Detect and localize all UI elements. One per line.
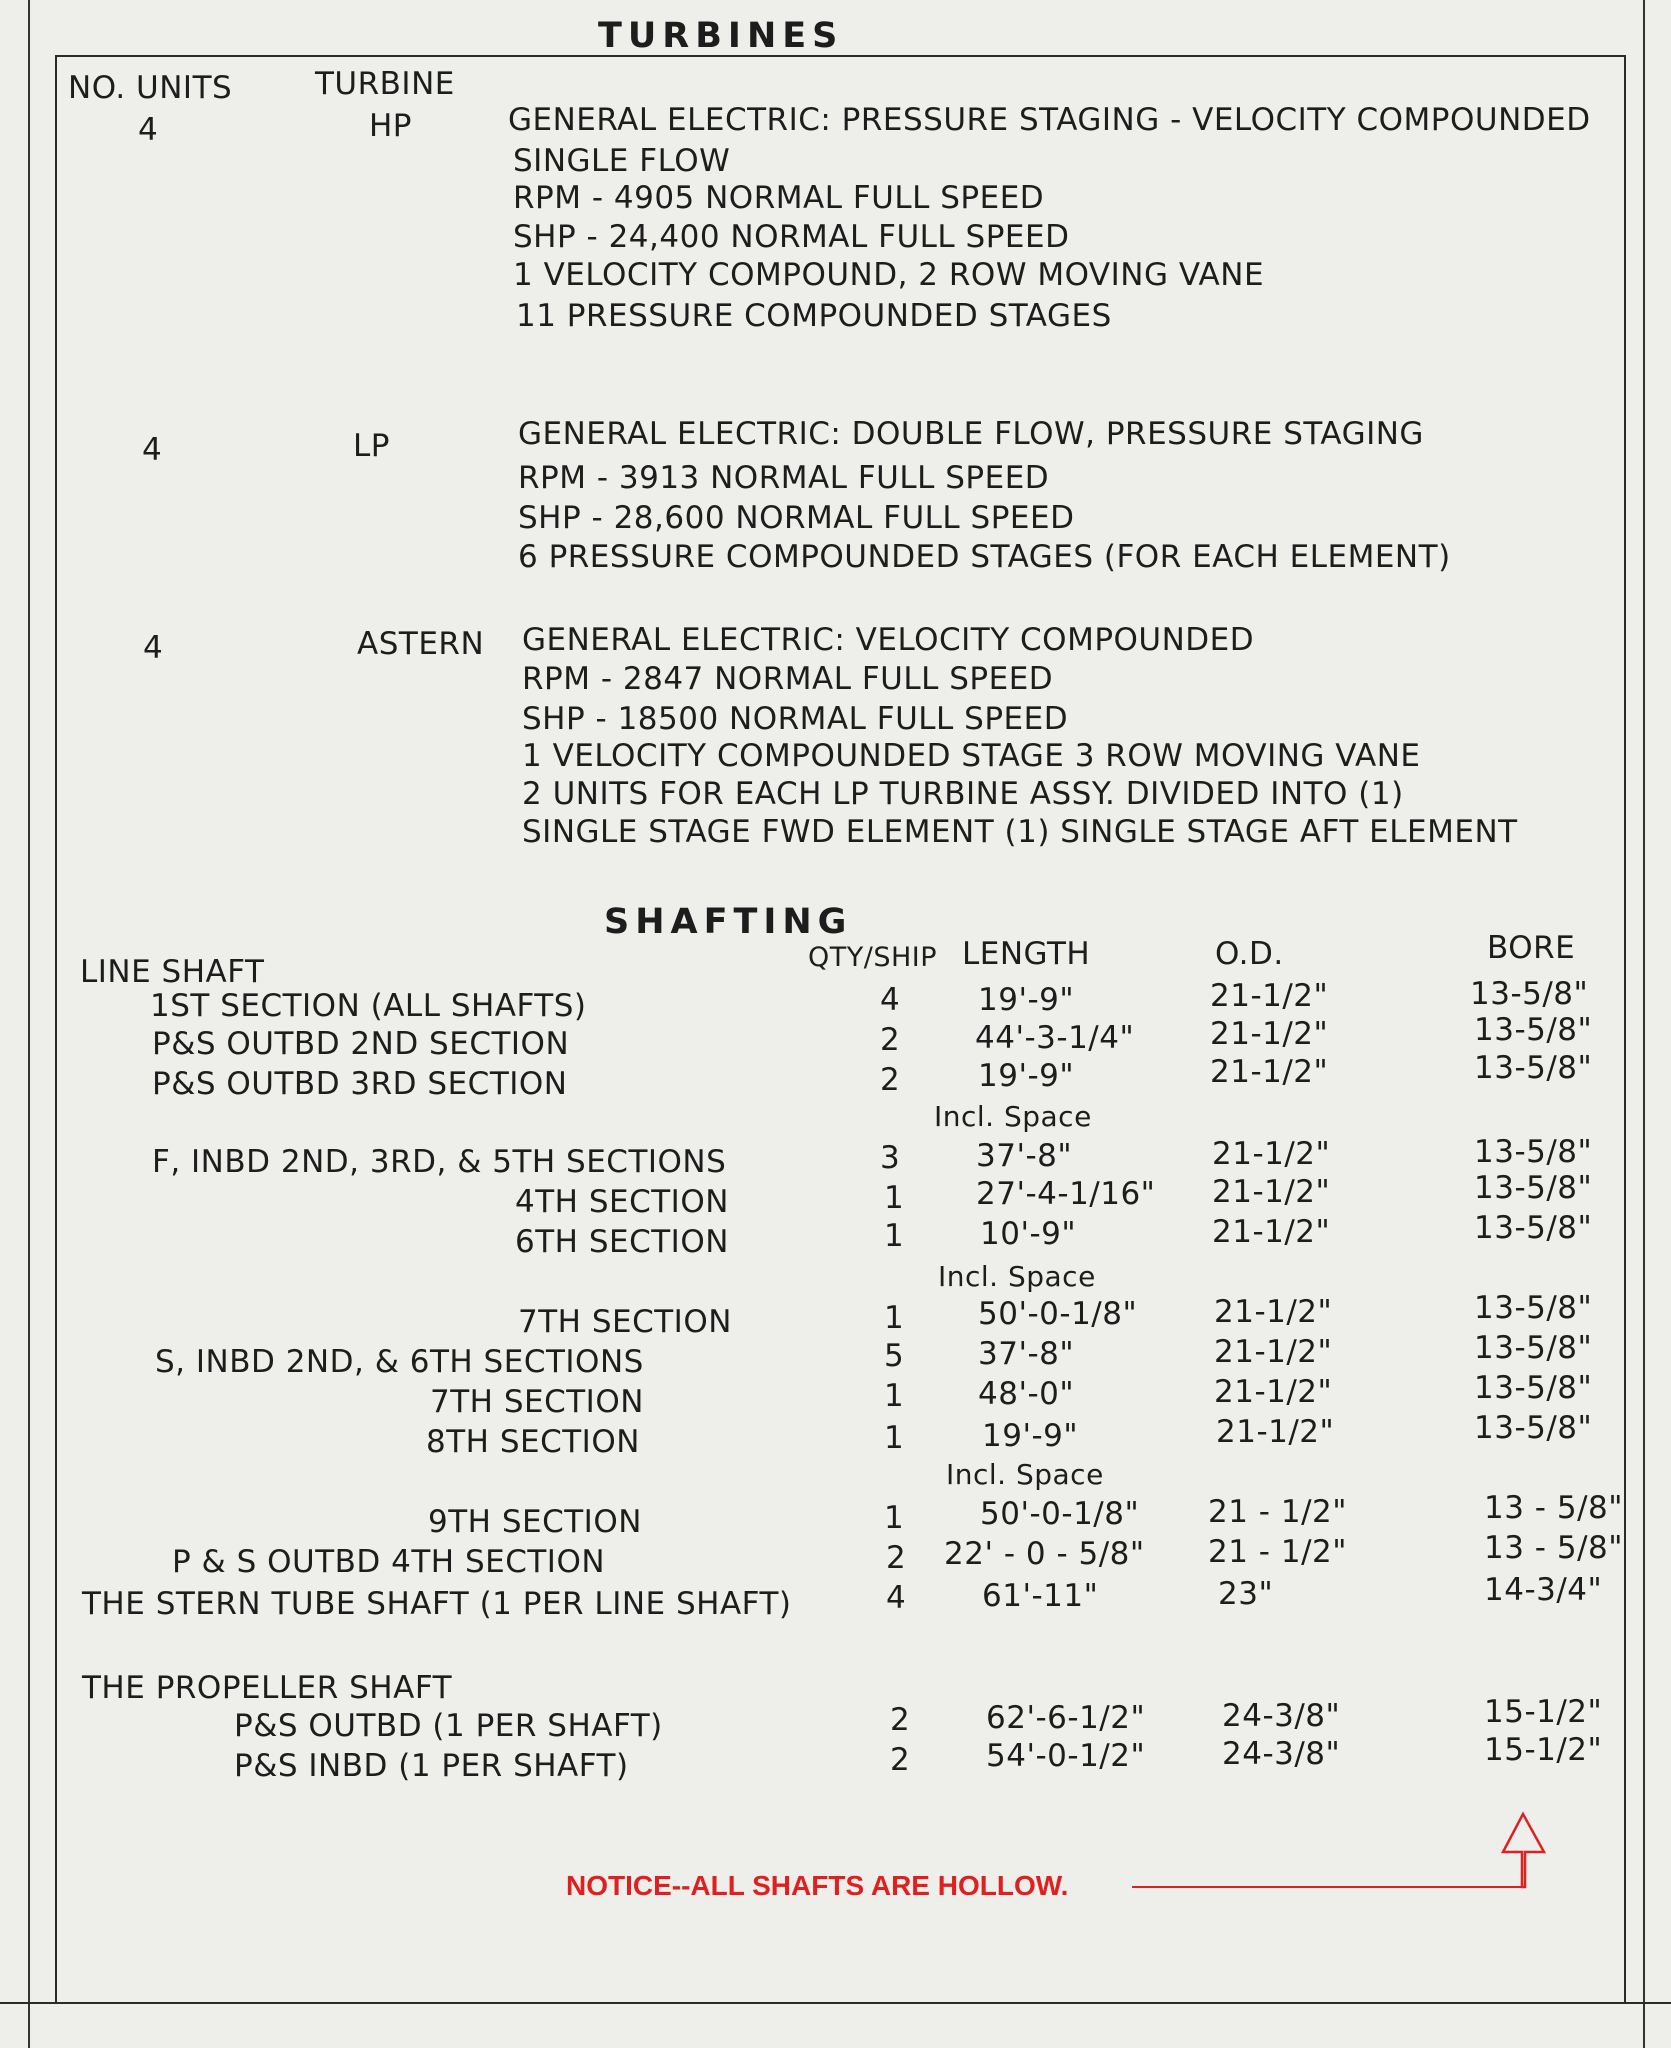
row-od: 21-1/2" bbox=[1210, 1016, 1329, 1052]
row-bore: 13-5/8" bbox=[1474, 1170, 1593, 1206]
hp-line-6: 11 PRESSURE COMPOUNDED STAGES bbox=[516, 298, 1112, 334]
hp-line-1: GENERAL ELECTRIC: PRESSURE STAGING - VELOCITY COMPOUNDED bbox=[508, 102, 1591, 138]
hp-type: HP bbox=[369, 108, 413, 144]
row-od: 21-1/2" bbox=[1214, 1334, 1333, 1370]
row-bore: 13-5/8" bbox=[1474, 1210, 1593, 1246]
astern-units: 4 bbox=[143, 630, 164, 666]
row-length: 62'-6-1/2" bbox=[986, 1700, 1146, 1736]
row-qty: 4 bbox=[880, 982, 901, 1018]
row-label: 9TH SECTION bbox=[428, 1504, 642, 1540]
col-qty-header: QTY/SHIP bbox=[808, 942, 938, 973]
row-label: 7TH SECTION bbox=[430, 1384, 644, 1420]
row-od: 24-3/8" bbox=[1222, 1698, 1341, 1734]
astern-line-4: 1 VELOCITY COMPOUNDED STAGE 3 ROW MOVING VANE bbox=[522, 738, 1421, 774]
row-label: 7TH SECTION bbox=[518, 1304, 732, 1340]
row-label: P&S OUTBD 2ND SECTION bbox=[152, 1026, 570, 1062]
row-qty: 1 bbox=[884, 1420, 905, 1456]
shafting-title: SHAFTING bbox=[604, 902, 853, 942]
page-border-right bbox=[1643, 0, 1645, 2048]
notice-arrow-icon bbox=[1130, 1800, 1590, 1900]
row-length: 61'-11" bbox=[982, 1578, 1099, 1614]
row-length: 19'-9" bbox=[978, 1058, 1075, 1094]
row-qty: 5 bbox=[884, 1338, 905, 1374]
row-od: 21 - 1/2" bbox=[1208, 1534, 1347, 1570]
row-qty: 2 bbox=[886, 1540, 907, 1576]
astern-line-1: GENERAL ELECTRIC: VELOCITY COMPOUNDED bbox=[522, 622, 1255, 658]
row-od: 23" bbox=[1218, 1576, 1274, 1612]
astern-line-6: SINGLE STAGE FWD ELEMENT (1) SINGLE STAGE AFT ELEMENT bbox=[522, 814, 1518, 850]
incl-space-note: Incl. Space bbox=[938, 1260, 1096, 1293]
astern-line-2: RPM - 2847 NORMAL FULL SPEED bbox=[522, 661, 1054, 697]
hp-line-5: 1 VELOCITY COMPOUND, 2 ROW MOVING VANE bbox=[513, 257, 1265, 293]
row-bore: 13-5/8" bbox=[1474, 1370, 1593, 1406]
row-qty: 2 bbox=[890, 1702, 911, 1738]
row-label: 4TH SECTION bbox=[515, 1184, 729, 1220]
turbines-title: TURBINES bbox=[598, 16, 844, 56]
hp-line-3: RPM - 4905 NORMAL FULL SPEED bbox=[513, 180, 1045, 216]
row-length: 50'-0-1/8" bbox=[980, 1496, 1140, 1532]
row-qty: 1 bbox=[884, 1378, 905, 1414]
row-length: 37'-8" bbox=[976, 1138, 1073, 1174]
col-bore-header: BORE bbox=[1487, 930, 1576, 966]
row-qty: 1 bbox=[884, 1500, 905, 1536]
page-border-left bbox=[28, 0, 30, 2048]
row-length: 19'-9" bbox=[978, 982, 1075, 1018]
lp-line-4: 6 PRESSURE COMPOUNDED STAGES (FOR EACH ELEMENT) bbox=[518, 539, 1451, 575]
row-bore: 15-1/2" bbox=[1484, 1694, 1603, 1730]
frame-bottom-rule bbox=[0, 2002, 1671, 2004]
row-qty: 4 bbox=[886, 1580, 907, 1616]
row-bore: 13-5/8" bbox=[1470, 976, 1589, 1012]
row-bore: 14-3/4" bbox=[1484, 1572, 1603, 1608]
hp-units: 4 bbox=[138, 112, 159, 148]
row-qty: 1 bbox=[884, 1300, 905, 1336]
lp-line-1: GENERAL ELECTRIC: DOUBLE FLOW, PRESSURE STAGING bbox=[518, 416, 1424, 452]
row-label: THE STERN TUBE SHAFT (1 PER LINE SHAFT) bbox=[82, 1586, 792, 1622]
row-length: 19'-9" bbox=[982, 1418, 1079, 1454]
incl-space-note: Incl. Space bbox=[946, 1458, 1104, 1491]
row-bore: 13 - 5/8" bbox=[1484, 1530, 1623, 1566]
col-length-header: LENGTH bbox=[962, 936, 1091, 972]
row-bore: 13-5/8" bbox=[1474, 1012, 1593, 1048]
row-od: 24-3/8" bbox=[1222, 1736, 1341, 1772]
row-bore: 13-5/8" bbox=[1474, 1134, 1593, 1170]
row-label: P&S OUTBD (1 PER SHAFT) bbox=[234, 1708, 663, 1744]
astern-line-5: 2 UNITS FOR EACH LP TURBINE ASSY. DIVIDED INTO (1) bbox=[522, 776, 1404, 812]
row-length: 37'-8" bbox=[978, 1336, 1075, 1372]
row-qty: 3 bbox=[880, 1140, 901, 1176]
astern-line-3: SHP - 18500 NORMAL FULL SPEED bbox=[522, 701, 1069, 737]
row-od: 21-1/2" bbox=[1216, 1414, 1335, 1450]
row-label: P&S OUTBD 3RD SECTION bbox=[152, 1066, 568, 1102]
row-length: 54'-0-1/2" bbox=[986, 1738, 1146, 1774]
row-od: 21-1/2" bbox=[1214, 1294, 1333, 1330]
row-length: 22' - 0 - 5/8" bbox=[944, 1536, 1145, 1572]
hollow-shaft-notice: NOTICE--ALL SHAFTS ARE HOLLOW. bbox=[566, 1870, 1069, 1901]
row-qty: 2 bbox=[880, 1062, 901, 1098]
line-shaft-group: LINE SHAFT bbox=[80, 954, 265, 990]
row-qty: 2 bbox=[890, 1742, 911, 1778]
row-label: S, INBD 2ND, & 6TH SECTIONS bbox=[155, 1344, 644, 1380]
row-od: 21-1/2" bbox=[1212, 1214, 1331, 1250]
lp-units: 4 bbox=[142, 432, 163, 468]
row-od: 21-1/2" bbox=[1212, 1136, 1331, 1172]
lp-line-2: RPM - 3913 NORMAL FULL SPEED bbox=[518, 460, 1050, 496]
row-od: 21-1/2" bbox=[1210, 978, 1329, 1014]
hp-line-2: SINGLE FLOW bbox=[513, 143, 731, 179]
row-od: 21 - 1/2" bbox=[1208, 1494, 1347, 1530]
row-bore: 13-5/8" bbox=[1474, 1290, 1593, 1326]
col-od-header: O.D. bbox=[1215, 936, 1284, 972]
hp-line-4: SHP - 24,400 NORMAL FULL SPEED bbox=[513, 219, 1070, 255]
row-length: 44'-3-1/4" bbox=[975, 1020, 1135, 1056]
row-label: 6TH SECTION bbox=[515, 1224, 729, 1260]
row-bore: 13-5/8" bbox=[1474, 1330, 1593, 1366]
row-bore: 13-5/8" bbox=[1474, 1050, 1593, 1086]
astern-type: ASTERN bbox=[357, 626, 485, 662]
row-label: P&S INBD (1 PER SHAFT) bbox=[234, 1748, 629, 1784]
row-length: 27'-4-1/16" bbox=[976, 1176, 1156, 1212]
row-label: 8TH SECTION bbox=[426, 1424, 640, 1460]
row-length: 50'-0-1/8" bbox=[978, 1296, 1138, 1332]
row-qty: 1 bbox=[884, 1180, 905, 1216]
incl-space-note: Incl. Space bbox=[934, 1100, 1092, 1133]
row-qty: 2 bbox=[880, 1022, 901, 1058]
lp-type: LP bbox=[353, 428, 390, 464]
row-bore: 13 - 5/8" bbox=[1484, 1490, 1623, 1526]
row-label: F, INBD 2ND, 3RD, & 5TH SECTIONS bbox=[152, 1144, 727, 1180]
row-od: 21-1/2" bbox=[1214, 1374, 1333, 1410]
propeller-shaft-group: THE PROPELLER SHAFT bbox=[82, 1670, 453, 1706]
row-qty: 1 bbox=[884, 1218, 905, 1254]
row-bore: 15-1/2" bbox=[1484, 1732, 1603, 1768]
col-units-header: NO. UNITS bbox=[68, 70, 233, 106]
col-turbine-header: TURBINE bbox=[315, 66, 455, 102]
row-length: 10'-9" bbox=[980, 1216, 1077, 1252]
row-od: 21-1/2" bbox=[1212, 1174, 1331, 1210]
row-bore: 13-5/8" bbox=[1474, 1410, 1593, 1446]
row-od: 21-1/2" bbox=[1210, 1054, 1329, 1090]
row-label: 1ST SECTION (ALL SHAFTS) bbox=[150, 988, 587, 1024]
lp-line-3: SHP - 28,600 NORMAL FULL SPEED bbox=[518, 500, 1075, 536]
row-label: P & S OUTBD 4TH SECTION bbox=[172, 1544, 606, 1580]
row-length: 48'-0" bbox=[978, 1376, 1075, 1412]
